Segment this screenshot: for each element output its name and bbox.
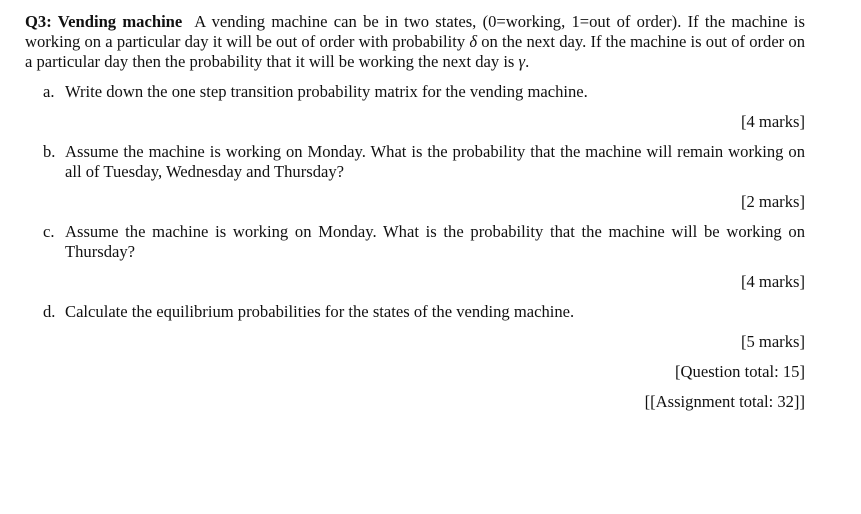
part-label: d.: [43, 302, 56, 321]
intro-text-1: A vending machine can be in two states, (0=working, 1=out of order). If the machine is working on a particular day it will be out of order with probability: [25, 12, 805, 51]
part-text: Write down the one step transition probability matrix for the vending machine.: [65, 82, 588, 101]
part-marks: [4 marks]: [740, 112, 805, 131]
delta-symbol: δ: [469, 32, 478, 51]
intro-text-2: on the next day. If the machine is out of order on a particular day then the probability that it will be working the next day is: [25, 32, 805, 71]
part-marks: [2 marks]: [740, 192, 805, 211]
part-text: Assume the machine is working on Monday. What is the probability that the machine will remain working on all of Tuesday, Wednesday and Thursday?: [65, 142, 805, 181]
part-text: Calculate the equilibrium probabilities for the states of the vending machine.: [65, 302, 575, 321]
question-intro: [25, 12, 805, 72]
part-b: [25, 142, 805, 182]
gamma-symbol: γ: [518, 52, 526, 71]
part-d: [25, 302, 805, 322]
part-label: a.: [43, 82, 55, 101]
part-a: [25, 82, 805, 102]
part-label: c.: [43, 222, 55, 241]
question-parts: [25, 82, 805, 352]
part-marks: [5 marks]: [740, 332, 805, 351]
part-c: [25, 222, 805, 262]
assignment-total: [[Assignment total: 32]]: [644, 392, 805, 411]
document: [25, 12, 805, 422]
question-title: Q3: Vending machine: [25, 12, 183, 31]
part-marks: [4 marks]: [740, 272, 805, 291]
intro-text-3: .: [525, 52, 530, 71]
part-label: b.: [43, 142, 56, 161]
part-text: Assume the machine is working on Monday. What is the probability that the machine will be working on Thursday?: [65, 222, 805, 261]
question-total: [Question total: 15]: [675, 362, 805, 381]
